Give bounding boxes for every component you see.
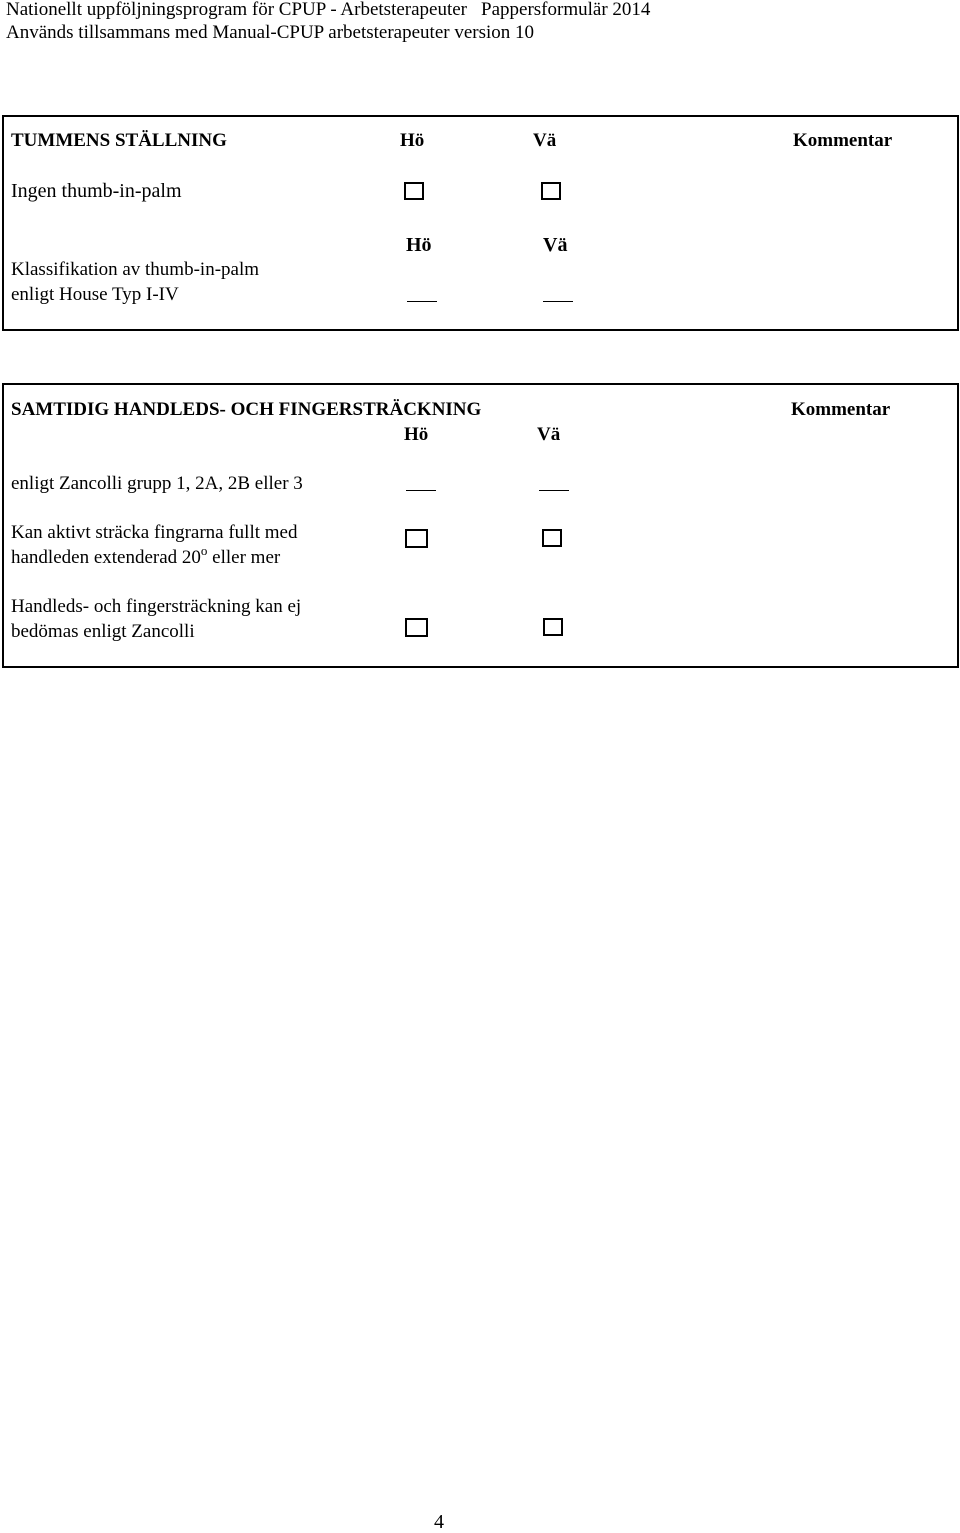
row-house-classification-label-1: Klassifikation av thumb-in-palm <box>11 259 260 280</box>
row-active-extension-label-2 <box>11 543 281 568</box>
input-house-type-va[interactable] <box>543 301 573 302</box>
row-active-extension-text: handleden extenderad 20 <box>11 547 201 568</box>
section1-row2-col-ho: Hö <box>406 234 432 256</box>
checkbox-active-extension-va[interactable] <box>542 529 562 547</box>
section1-col-ho: Hö <box>400 130 425 151</box>
degree-superscript: o <box>200 543 208 558</box>
section2-col-va: Vä <box>537 424 561 445</box>
header-line2: Används tillsammans med Manual-CPUP arbetsterapeuter version 10 <box>6 22 535 43</box>
row-active-extension-text-end: eller mer <box>207 547 281 568</box>
section1-col-comment: Kommentar <box>793 130 893 151</box>
checkbox-active-extension-ho[interactable] <box>405 529 428 548</box>
header-form-version: Pappersformulär 2014 <box>481 0 651 20</box>
row-house-classification-label-2: enligt House Typ I-IV <box>11 284 179 305</box>
row-zancolli-group-label: enligt Zancolli grupp 1, 2A, 2B eller 3 <box>11 473 303 494</box>
row-active-extension-label-1: Kan aktivt sträcka fingrarna fullt med <box>11 522 298 543</box>
section2-col-ho: Hö <box>404 424 429 445</box>
section1-col-va: Vä <box>533 130 557 151</box>
section1-title: TUMMENS STÄLLNING <box>11 130 227 151</box>
row-no-thumb-in-palm-label: Ingen thumb-in-palm <box>11 180 182 202</box>
checkbox-not-assessable-ho[interactable] <box>405 618 428 637</box>
checkbox-no-thumb-in-palm-va[interactable] <box>541 182 561 200</box>
page-number: 4 <box>434 1511 444 1533</box>
section2-title: SAMTIDIG HANDLEDS- OCH FINGERSTRÄCKNING <box>11 399 482 420</box>
input-zancolli-va[interactable] <box>539 490 569 491</box>
input-zancolli-ho[interactable] <box>406 490 436 491</box>
input-house-type-ho[interactable] <box>407 301 437 302</box>
row-not-assessable-label-1: Handleds- och fingersträckning kan ej <box>11 596 302 617</box>
checkbox-not-assessable-va[interactable] <box>543 618 563 636</box>
checkbox-no-thumb-in-palm-ho[interactable] <box>404 182 424 200</box>
section2-col-comment: Kommentar <box>791 399 891 420</box>
header-line1 <box>6 0 650 19</box>
header-title: Nationellt uppföljningsprogram för CPUP - Arbetsterapeuter <box>6 0 468 20</box>
section1-row2-col-va: Vä <box>543 234 568 256</box>
row-not-assessable-label-2: bedömas enligt Zancolli <box>11 621 195 642</box>
